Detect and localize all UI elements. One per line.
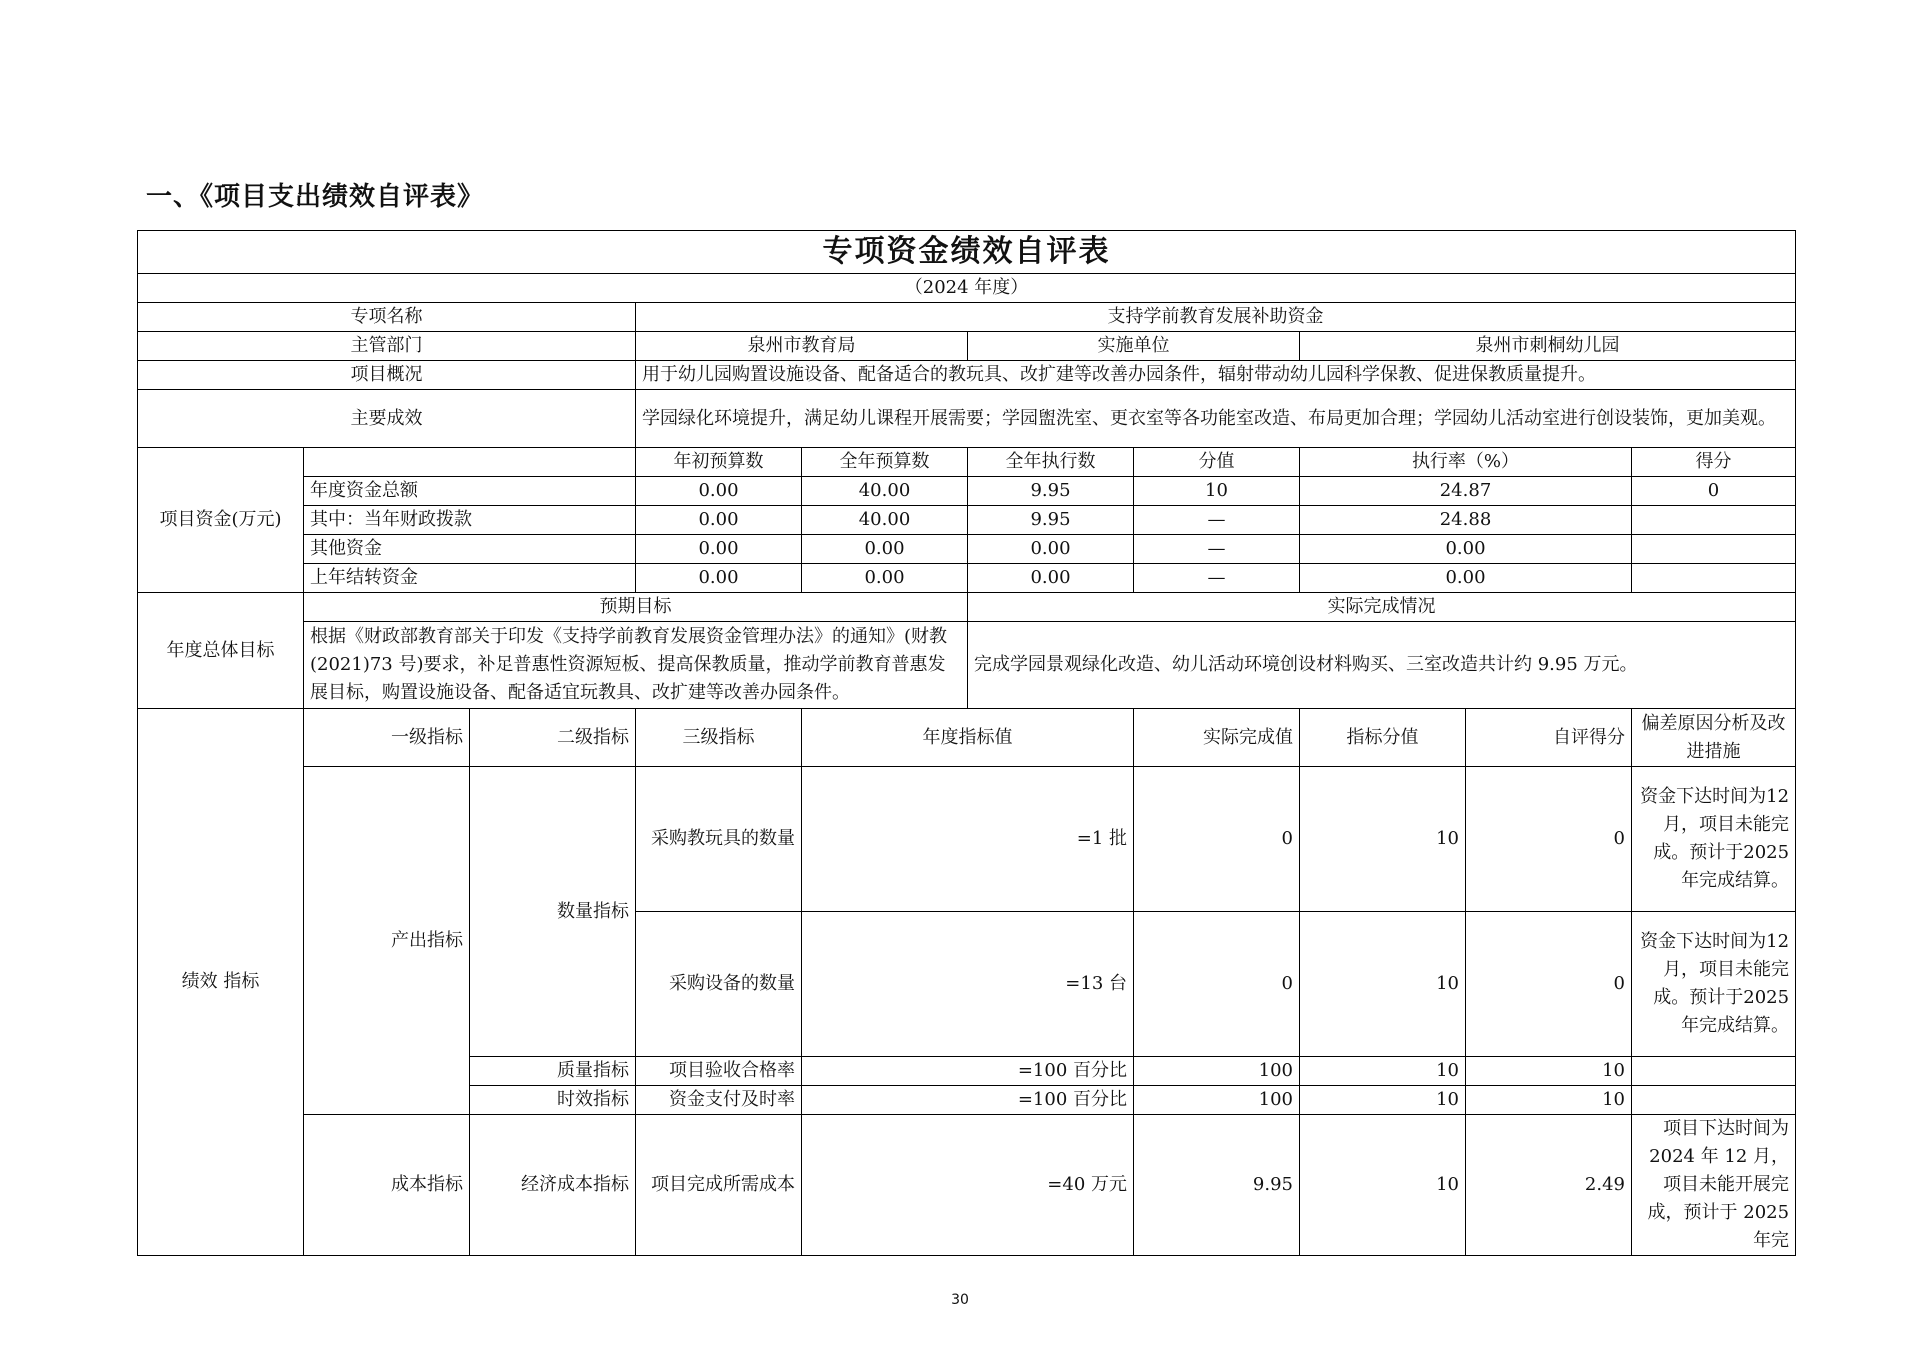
perf-reason: 资金下达时间为12月，项目未能完成。预计于2025 年完成结算。 (1632, 767, 1796, 912)
perf-score: 2.49 (1466, 1115, 1632, 1256)
expected-goal-text: 根据《财政部教育部关于印发《支持学前教育发展资金管理办法》的通知》(财教(2021)73 号)要求，补足普惠性资源短板、提高保教质量，推动学前教育普惠发展目标，购置设施设备、配备适宜玩教具、改扩建等改善办园条件。 (304, 622, 968, 709)
perf-actual: 0 (1134, 767, 1300, 912)
perf-score: 0 (1466, 912, 1632, 1057)
performance-evaluation-table (137, 230, 1796, 1256)
perf-target: =100 百分比 (802, 1086, 1134, 1115)
perf-score: 10 (1466, 1086, 1632, 1115)
perf-score: 0 (1466, 767, 1632, 912)
funds-cell: 0.00 (1300, 564, 1632, 593)
funds-cell: 0.00 (968, 564, 1134, 593)
perf-actual: 0 (1134, 912, 1300, 1057)
perf-target: =100 百分比 (802, 1057, 1134, 1086)
perf-score-max: 10 (1300, 1057, 1466, 1086)
funds-cell (1632, 506, 1796, 535)
perf-target: =13 台 (802, 912, 1134, 1057)
funds-cell: 0.00 (636, 564, 802, 593)
funds-cell (1632, 535, 1796, 564)
perf-l3: 项目完成所需成本 (636, 1115, 802, 1256)
funds-cell: 9.95 (968, 477, 1134, 506)
funds-cell: — (1134, 564, 1300, 593)
results-label: 主要成效 (138, 390, 636, 448)
perf-score-max: 10 (1300, 767, 1466, 912)
funds-row-name: 年度资金总额 (304, 477, 636, 506)
timeliness-indicator-label: 时效指标 (470, 1086, 636, 1115)
funds-cell: 0.00 (636, 506, 802, 535)
perf-row (138, 767, 1796, 912)
funds-cell: 24.88 (1300, 506, 1632, 535)
overview-label: 项目概况 (138, 361, 636, 390)
funds-cell: 0.00 (802, 535, 968, 564)
cost-indicator-label: 成本指标 (304, 1115, 470, 1256)
funds-cell: 40.00 (802, 477, 968, 506)
funds-cell: — (1134, 506, 1300, 535)
project-name: 支持学前教育发展补助资金 (636, 303, 1796, 332)
funds-row-name: 上年结转资金 (304, 564, 636, 593)
goals-label: 年度总体目标 (138, 593, 304, 709)
perf-score-max: 10 (1300, 912, 1466, 1057)
funds-header: 得分 (1632, 448, 1796, 477)
perf-actual: 9.95 (1134, 1115, 1300, 1256)
perf-row (138, 1115, 1796, 1256)
funds-cell: 0.00 (636, 477, 802, 506)
funds-header: 执行率（%） (1300, 448, 1632, 477)
funds-header: 全年执行数 (968, 448, 1134, 477)
funds-header: 分值 (1134, 448, 1300, 477)
econ-cost-indicator-label: 经济成本指标 (470, 1115, 636, 1256)
perf-score-max: 10 (1300, 1086, 1466, 1115)
perf-header: 年度指标值 (802, 709, 1134, 767)
funds-header: 全年预算数 (802, 448, 968, 477)
perf-target: =40 万元 (802, 1115, 1134, 1256)
section-heading: 一、《项目支出绩效自评表》 (146, 182, 485, 212)
perf-header: 指标分值 (1300, 709, 1466, 767)
funds-row-name: 其他资金 (304, 535, 636, 564)
perf-l3: 资金支付及时率 (636, 1086, 802, 1115)
perf-target: =1 批 (802, 767, 1134, 912)
perf-header: 实际完成值 (1134, 709, 1300, 767)
funds-cell: 10 (1134, 477, 1300, 506)
funds-cell: 0 (1632, 477, 1796, 506)
funds-header: 年初预算数 (636, 448, 802, 477)
actual-completion-text: 完成学园景观绿化改造、幼儿活动环境创设材料购买、三室改造共计约 9.95 万元。 (968, 622, 1796, 709)
perf-reason (1632, 1057, 1796, 1086)
funds-row (138, 506, 1796, 535)
perf-header: 偏差原因分析及改进措施 (1632, 709, 1796, 767)
perf-header: 一级指标 (304, 709, 470, 767)
page-number: 30 (951, 1292, 969, 1308)
perf-reason (1632, 1086, 1796, 1115)
perf-l3: 采购教玩具的数量 (636, 767, 802, 912)
perf-header: 三级指标 (636, 709, 802, 767)
quality-indicator-label: 质量指标 (470, 1057, 636, 1086)
funds-row-name: 其中：当年财政拨款 (304, 506, 636, 535)
funds-header-blank (304, 448, 636, 477)
funds-cell: 0.00 (636, 535, 802, 564)
perf-score-max: 10 (1300, 1115, 1466, 1256)
perf-score: 10 (1466, 1057, 1632, 1086)
impl-unit-value: 泉州市刺桐幼儿园 (1300, 332, 1796, 361)
quantity-indicator-label: 数量指标 (470, 767, 636, 1057)
dept-value: 泉州市教育局 (636, 332, 968, 361)
funds-row (138, 477, 1796, 506)
fiscal-year: （2024 年度） (138, 274, 1796, 303)
perf-actual: 100 (1134, 1086, 1300, 1115)
dept-label: 主管部门 (138, 332, 636, 361)
funds-row (138, 535, 1796, 564)
funds-cell: 24.87 (1300, 477, 1632, 506)
perf-reason: 资金下达时间为12月，项目未能完成。预计于2025 年完成结算。 (1632, 912, 1796, 1057)
funds-cell: — (1134, 535, 1300, 564)
table-title: 专项资金绩效自评表 (138, 231, 1796, 274)
funds-cell: 0.00 (968, 535, 1134, 564)
perf-header: 自评得分 (1466, 709, 1632, 767)
perf-header: 二级指标 (470, 709, 636, 767)
project-name-label: 专项名称 (138, 303, 636, 332)
overview-text: 用于幼儿园购置设施设备、配备适合的教玩具、改扩建等改善办园条件，辐射带动幼儿园科学保教、促进保教质量提升。 (636, 361, 1796, 390)
perf-reason: 项目下达时间为2024 年 12 月，项目未能开展完成，预计于 2025 年完 (1632, 1115, 1796, 1256)
funds-cell: 0.00 (802, 564, 968, 593)
output-indicator-label: 产出指标 (304, 767, 470, 1115)
funds-cell (1632, 564, 1796, 593)
funds-row (138, 564, 1796, 593)
expected-goal-label: 预期目标 (304, 593, 968, 622)
perf-l3: 采购设备的数量 (636, 912, 802, 1057)
impl-unit-label: 实施单位 (968, 332, 1300, 361)
funds-cell: 0.00 (1300, 535, 1632, 564)
perf-actual: 100 (1134, 1057, 1300, 1086)
perf-l3: 项目验收合格率 (636, 1057, 802, 1086)
funds-cell: 40.00 (802, 506, 968, 535)
results-text: 学园绿化环境提升，满足幼儿课程开展需要；学园盥洗室、更衣室等各功能室改造、布局更加合理；学园幼儿活动室进行创设装饰，更加美观。 (636, 390, 1796, 448)
funds-label: 项目资金(万元) (138, 448, 304, 593)
perf-label: 绩效 指标 (138, 709, 304, 1256)
actual-completion-label: 实际完成情况 (968, 593, 1796, 622)
funds-cell: 9.95 (968, 506, 1134, 535)
